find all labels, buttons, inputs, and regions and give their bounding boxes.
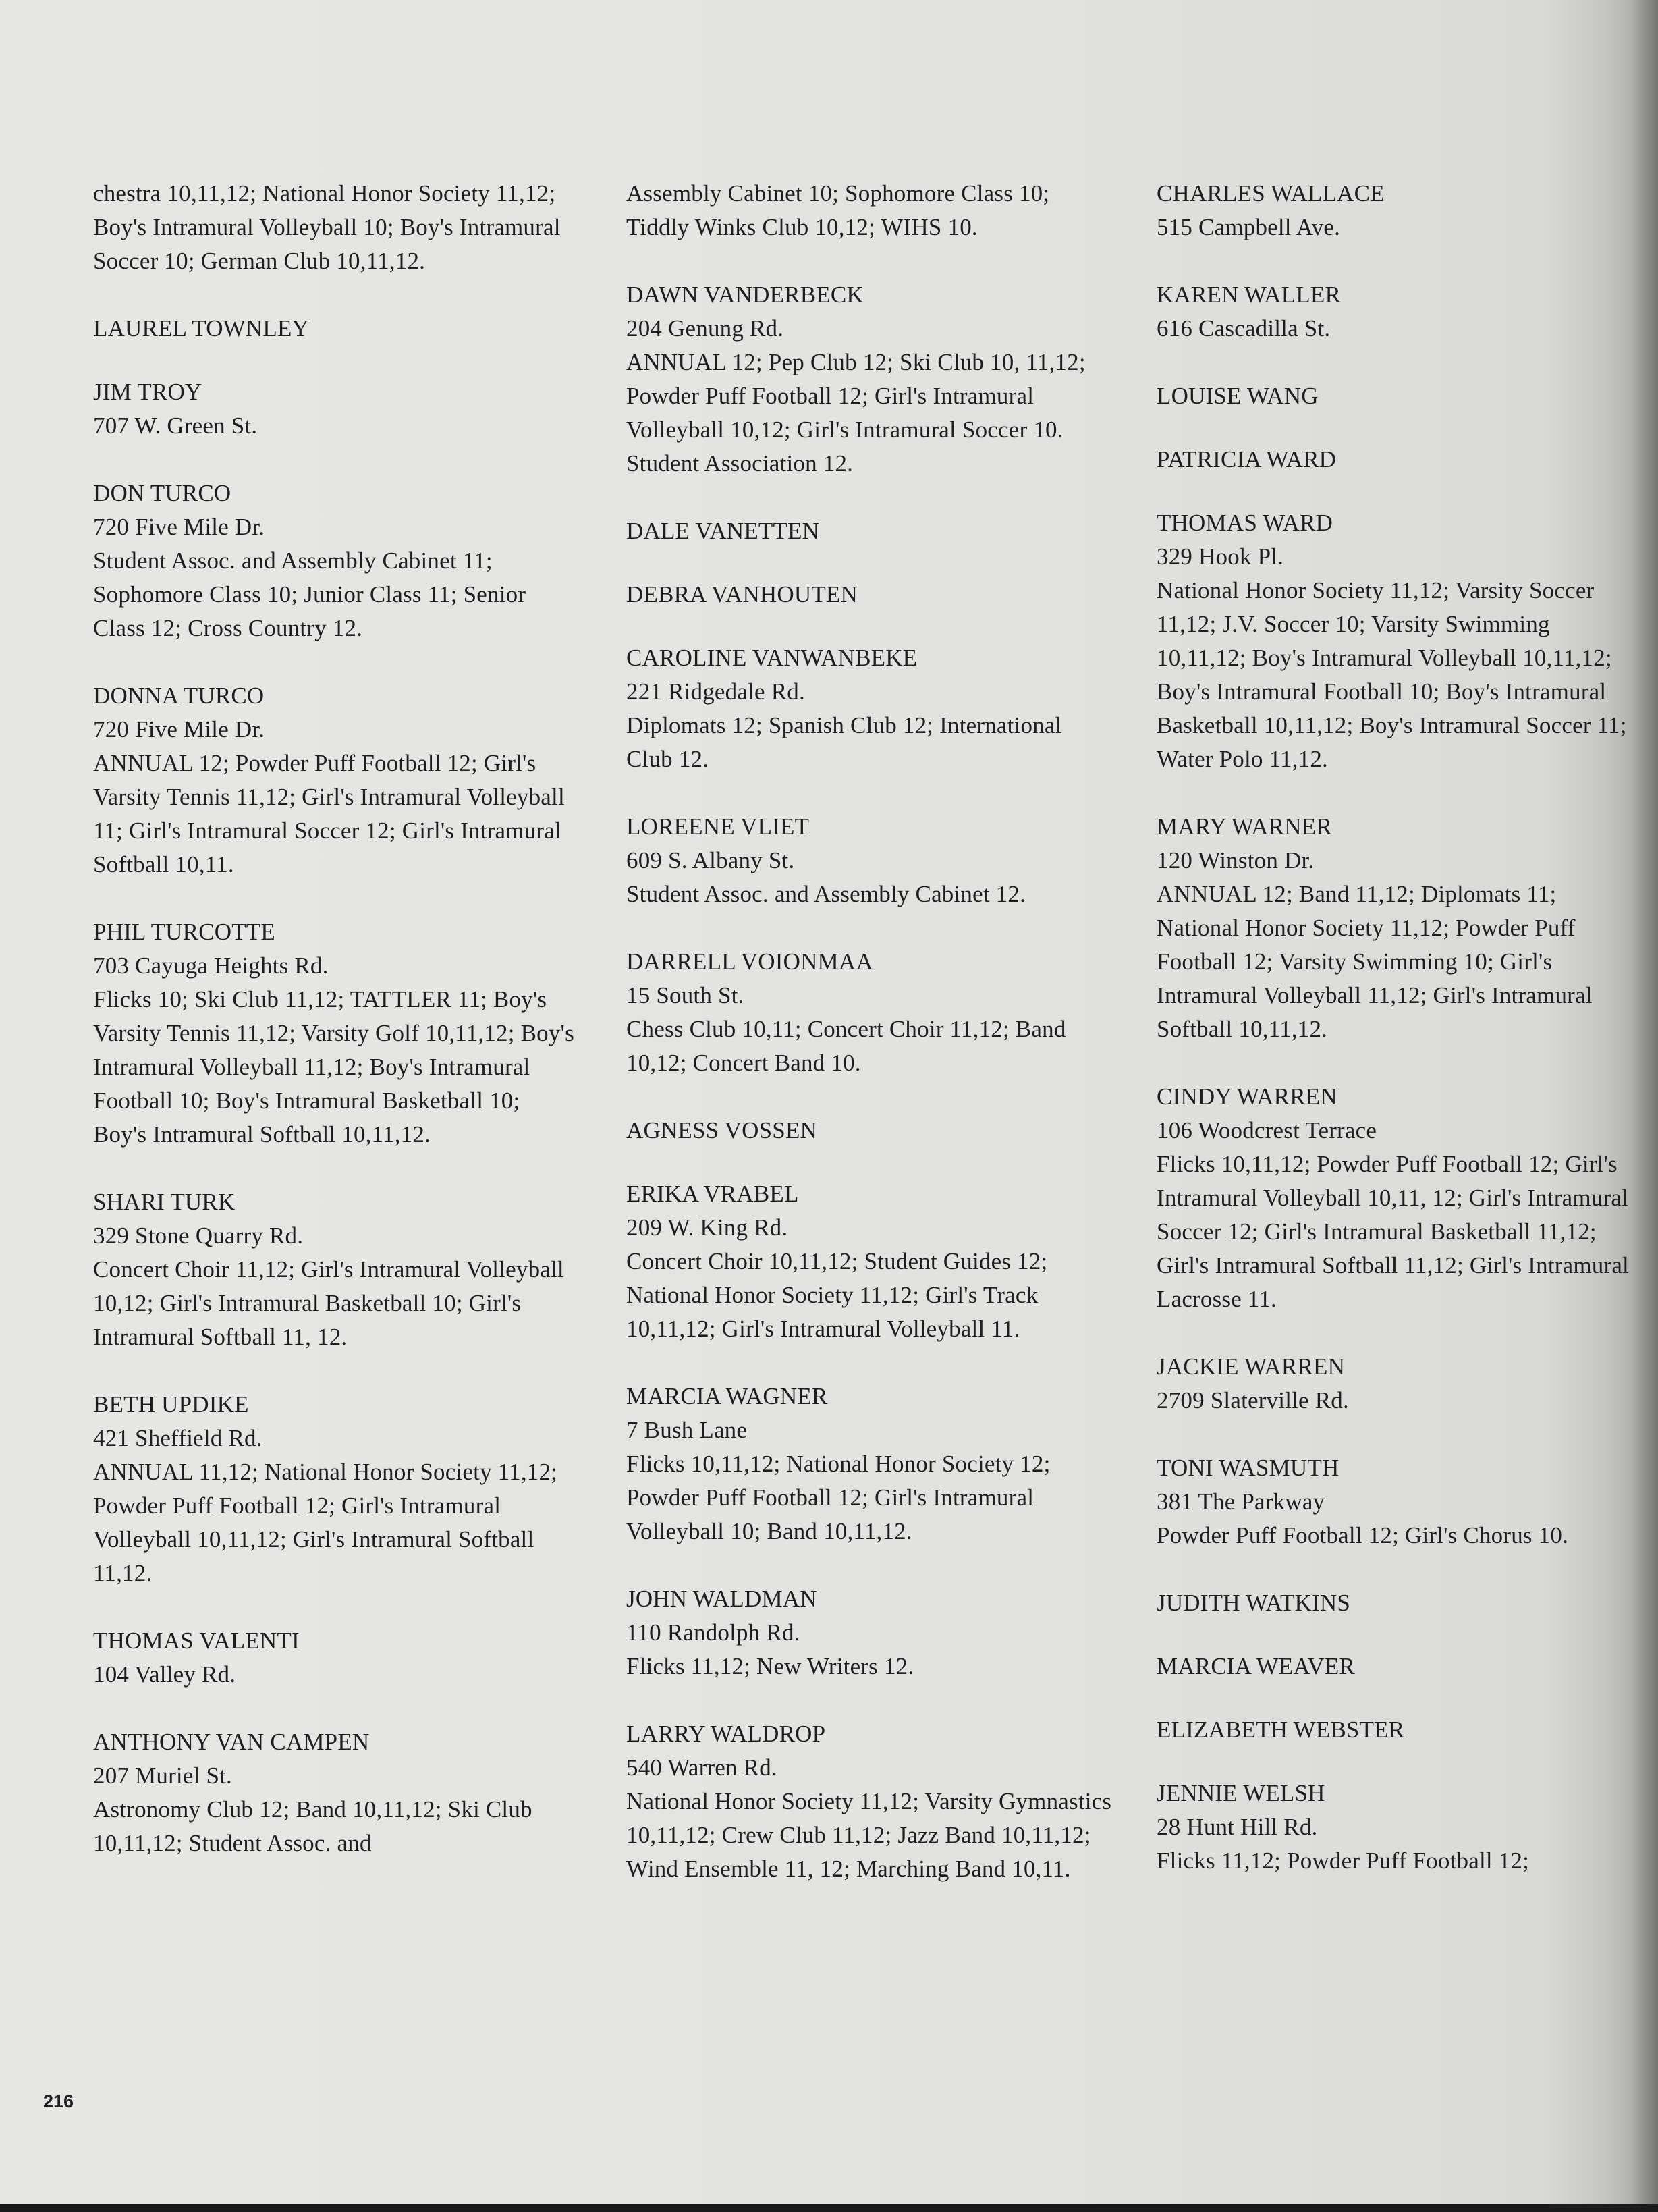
student-entry [626, 810, 1112, 911]
student-activities: Powder Puff Football 12; Girl's Chorus 10. [1157, 1522, 1569, 1548]
student-name: SHARI TURK [93, 1189, 236, 1215]
student-activities: ANNUAL 11,12; National Honor Society 11,12; Powder Puff Football 12; Girl's Intramural Volleyball 10,11,12; Girl's Intramural Softball 11,12. [93, 1459, 558, 1586]
student-entry [1157, 379, 1642, 413]
student-name: PATRICIA WARD [1157, 446, 1337, 473]
student-activities: Concert Choir 10,11,12; Student Guides 12; National Honor Society 11,12; Girl's Track 10,11,12; Girl's Intramural Volleyball 11. [626, 1248, 1048, 1342]
student-entry [1157, 1713, 1642, 1747]
student-entry [626, 177, 1112, 244]
student-entry [93, 915, 579, 1152]
student-name: PHIL TURCOTTE [93, 919, 275, 945]
student-entry [626, 1177, 1112, 1346]
student-activities: Assembly Cabinet 10; Sophomore Class 10; Tiddly Winks Club 10,12; WIHS 10. [626, 180, 1050, 240]
student-name: LOREENE VLIET [626, 813, 810, 840]
student-address: 204 Genung Rd. [626, 315, 784, 342]
student-entry [626, 1582, 1112, 1683]
student-activities: Astronomy Club 12; Band 10,11,12; Ski Club 10,11,12; Student Assoc. and [93, 1796, 532, 1856]
student-name: MARCIA WEAVER [1157, 1653, 1355, 1679]
student-name: THOMAS WARD [1157, 510, 1333, 536]
student-activities: Flicks 10; Ski Club 11,12; TATTLER 11; Boy's Varsity Tennis 11,12; Varsity Golf 10,11,12; Boy's Intramural Volleyball 11,12; Boy's Intramural Football 10; Boy's Intramural Basketball 10; Boy's Intramural Softball 10,11,12. [93, 986, 574, 1148]
student-entry [1157, 1777, 1642, 1878]
student-name: JOHN WALDMAN [626, 1586, 817, 1612]
student-entry [1157, 177, 1642, 244]
student-name: DARRELL VOIONMAA [626, 948, 873, 975]
student-entry [626, 945, 1112, 1080]
student-entry [1157, 810, 1642, 1046]
student-name: JUDITH WATKINS [1157, 1590, 1351, 1616]
student-entry [1157, 506, 1642, 776]
student-address: 707 W. Green St. [93, 412, 258, 439]
column-3 [1157, 177, 1642, 1912]
student-name: ANTHONY VAN CAMPEN [93, 1729, 370, 1755]
student-activities: Flicks 10,11,12; National Honor Society 12; Powder Puff Football 12; Girl's Intramural Volleyball 10; Band 10,11,12. [626, 1451, 1051, 1544]
column-1 [93, 177, 579, 1894]
student-name: JIM TROY [93, 379, 202, 405]
student-address: 421 Sheffield Rd. [93, 1425, 262, 1451]
student-entry [93, 312, 579, 346]
student-address: 703 Cayuga Heights Rd. [93, 952, 329, 979]
student-entry [626, 641, 1112, 776]
student-name: LARRY WALDROP [626, 1721, 826, 1747]
student-entry [93, 679, 579, 882]
student-name: TONI WASMUTH [1157, 1455, 1339, 1481]
student-name: BETH UPDIKE [93, 1391, 249, 1418]
student-entry [93, 477, 579, 645]
student-name: JACKIE WARREN [1157, 1353, 1346, 1380]
student-name: CAROLINE VANWANBEKE [626, 645, 918, 671]
student-name: MARY WARNER [1157, 813, 1332, 840]
student-entry [626, 278, 1112, 481]
student-address: 7 Bush Lane [626, 1417, 748, 1443]
student-entry [626, 1717, 1112, 1886]
student-address: 616 Cascadilla St. [1157, 315, 1331, 342]
student-entry [626, 514, 1112, 548]
student-entry [1157, 443, 1642, 477]
student-address: 209 W. King Rd. [626, 1214, 788, 1241]
binding-edge-shadow [1631, 0, 1658, 2212]
student-entry [93, 177, 579, 278]
student-entry [93, 1624, 579, 1692]
page-number: 216 [43, 2091, 74, 2111]
student-entry [1157, 278, 1642, 346]
student-entry [1157, 1080, 1642, 1316]
student-activities: Concert Choir 11,12; Girl's Intramural Volleyball 10,12; Girl's Intramural Basketball 10; Girl's Intramural Softball 11, 12. [93, 1256, 564, 1350]
student-address: 106 Woodcrest Terrace [1157, 1117, 1377, 1143]
student-entry [93, 375, 579, 443]
student-activities: Student Assoc. and Assembly Cabinet 12. [626, 881, 1026, 907]
student-activities: Diplomats 12; Spanish Club 12; International Club 12. [626, 712, 1062, 772]
student-entry [93, 1185, 579, 1354]
student-address: 609 S. Albany St. [626, 847, 795, 873]
student-address: 15 South St. [626, 982, 744, 1008]
student-entry [1157, 1451, 1642, 1553]
student-name: LAUREL TOWNLEY [93, 315, 310, 342]
student-name: DAWN VANDERBECK [626, 281, 864, 308]
student-name: THOMAS VALENTI [93, 1627, 300, 1654]
student-activities: ANNUAL 12; Band 11,12; Diplomats 11; National Honor Society 11,12; Powder Puff Football 12; Varsity Swimming 10; Girl's Intramural Volleyball 11,12; Girl's Intramural Softball 10,11,12. [1157, 881, 1593, 1042]
student-address: 110 Randolph Rd. [626, 1619, 800, 1646]
column-2 [626, 177, 1112, 1920]
student-address: 515 Campbell Ave. [1157, 214, 1341, 240]
student-entry [1157, 1650, 1642, 1683]
student-name: MARCIA WAGNER [626, 1383, 828, 1409]
student-address: 329 Stone Quarry Rd. [93, 1222, 304, 1249]
student-name: CHARLES WALLACE [1157, 180, 1385, 207]
student-address: 28 Hunt Hill Rd. [1157, 1814, 1318, 1840]
student-name: AGNESS VOSSEN [626, 1117, 817, 1143]
student-activities: chestra 10,11,12; National Honor Society 11,12; Boy's Intramural Volleyball 10; Boy's Intramural Soccer 10; German Club 10,11,12. [93, 180, 561, 274]
student-name: ERIKA VRABEL [626, 1181, 799, 1207]
student-activities: Flicks 11,12; New Writers 12. [626, 1653, 914, 1679]
student-activities: ANNUAL 12; Pep Club 12; Ski Club 10, 11,12; Powder Puff Football 12; Girl's Intramural Volleyball 10,12; Girl's Intramural Soccer 10. Student Association 12. [626, 349, 1086, 477]
student-activities: National Honor Society 11,12; Varsity Soccer 11,12; J.V. Soccer 10; Varsity Swimming 10,11,12; Boy's Intramural Volleyball 10,11,12; Boy's Intramural Football 10; Boy's Intramural Basketball 10,11,12; Boy's Intramural Soccer 11; Water Polo 11,12. [1157, 577, 1627, 772]
student-name: DALE VANETTEN [626, 518, 820, 544]
student-activities: ANNUAL 12; Powder Puff Football 12; Girl's Varsity Tennis 11,12; Girl's Intramural Volleyball 11; Girl's Intramural Soccer 12; Girl's Intramural Softball 10,11. [93, 750, 565, 878]
student-name: DEBRA VANHOUTEN [626, 581, 858, 608]
student-activities: Chess Club 10,11; Concert Choir 11,12; Band 10,12; Concert Band 10. [626, 1016, 1066, 1076]
student-entry [93, 1725, 579, 1860]
student-entry [93, 1388, 579, 1590]
student-name: DON TURCO [93, 480, 231, 506]
student-address: 2709 Slaterville Rd. [1157, 1387, 1349, 1413]
student-activities: National Honor Society 11,12; Varsity Gymnastics 10,11,12; Crew Club 11,12; Jazz Band 10,11,12; Wind Ensemble 11, 12; Marching Band 10,11. [626, 1788, 1112, 1882]
student-address: 120 Winston Dr. [1157, 847, 1315, 873]
student-name: CINDY WARREN [1157, 1083, 1337, 1110]
student-entry [1157, 1350, 1642, 1418]
student-address: 540 Warren Rd. [626, 1754, 777, 1781]
student-address: 207 Muriel St. [93, 1762, 232, 1789]
student-name: KAREN WALLER [1157, 281, 1341, 308]
bottom-edge [0, 2204, 1658, 2212]
student-entry [626, 1380, 1112, 1548]
student-name: DONNA TURCO [93, 682, 265, 709]
student-activities: Student Assoc. and Assembly Cabinet 11; Sophomore Class 10; Junior Class 11; Senior Class 12; Cross Country 12. [93, 547, 526, 641]
student-activities: Flicks 10,11,12; Powder Puff Football 12; Girl's Intramural Volleyball 10,11, 12; Girl's Intramural Soccer 12; Girl's Intramural Basketball 11,12; Girl's Intramural Softball 11,12; Girl's Intramural Lacrosse 11. [1157, 1151, 1629, 1312]
student-address: 329 Hook Pl. [1157, 543, 1284, 570]
student-address: 720 Five Mile Dr. [93, 514, 265, 540]
student-address: 381 The Parkway [1157, 1488, 1325, 1515]
student-entry [626, 1114, 1112, 1148]
student-name: LOUISE WANG [1157, 383, 1319, 409]
student-address: 104 Valley Rd. [93, 1661, 236, 1688]
student-address: 720 Five Mile Dr. [93, 716, 265, 743]
student-name: ELIZABETH WEBSTER [1157, 1717, 1405, 1743]
student-entry [1157, 1586, 1642, 1620]
student-address: 221 Ridgedale Rd. [626, 678, 805, 705]
student-name: JENNIE WELSH [1157, 1780, 1325, 1806]
student-activities: Flicks 11,12; Powder Puff Football 12; [1157, 1847, 1530, 1874]
student-entry [626, 578, 1112, 612]
